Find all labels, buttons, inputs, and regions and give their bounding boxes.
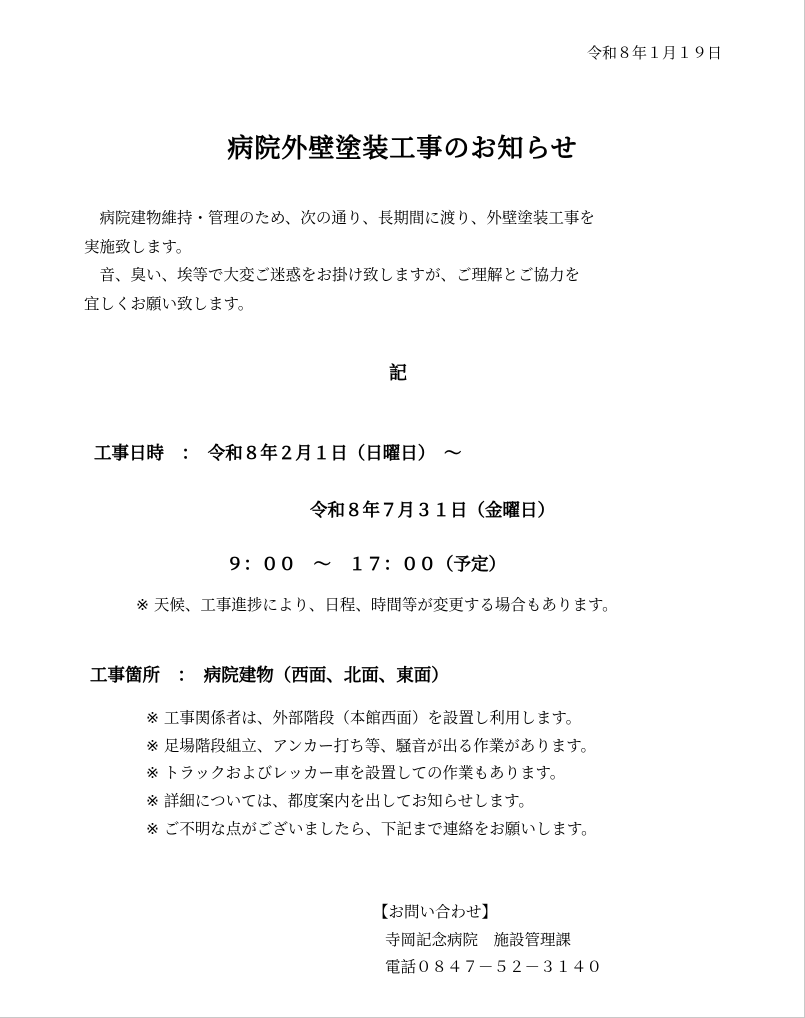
location-line: 工事箇所 ： 病院建物（西面、北面、東面） — [90, 666, 449, 686]
ki-heading: 記 — [389, 363, 407, 384]
intro-line: 実施致します。 — [84, 238, 192, 256]
contact-org: 寺岡記念病院 施設管理課 — [385, 931, 572, 949]
contact-phone: 電話０８４７－５２－３１４０ — [385, 958, 603, 976]
schedule-hours: ９：００ ～ １７：００（予定） — [226, 555, 506, 575]
schedule-start: 工事日時 ： 令和８年２月１日（日曜日） ～ — [94, 444, 462, 464]
issue-date: 令和８年１月１９日 — [586, 44, 722, 62]
location-note: ※ トラックおよびレッカー車を設置しての作業もあります。 — [146, 764, 566, 782]
intro-line: 宜しくお願い致します。 — [84, 295, 254, 313]
intro-line: 病院建物維持・管理のため、次の通り、長期間に渡り、外壁塗装工事を — [84, 209, 595, 227]
location-note: ※ 詳細については、都度案内を出してお知らせします。 — [146, 792, 534, 810]
location-note: ※ 足場階段組立、アンカー打ち等、騒音が出る作業があります。 — [146, 737, 597, 755]
location-note: ※ 工事関係者は、外部階段（本館西面）を設置し利用します。 — [146, 709, 582, 727]
contact-heading: 【お問い合わせ】 — [373, 903, 498, 921]
intro-line: 音、臭い、埃等で大変ご迷惑をお掛け致しますが、ご理解とご協力を — [84, 266, 581, 284]
schedule-end: 令和８年７月３１日（金曜日） — [310, 501, 555, 521]
schedule-note: ※ 天候、工事進捗により、日程、時間等が変更する場合もあります。 — [136, 596, 618, 614]
location-note: ※ ご不明な点がございましたら、下記まで連絡をお願いします。 — [146, 820, 597, 838]
page-title: 病院外壁塗装工事のお知らせ — [227, 134, 578, 164]
